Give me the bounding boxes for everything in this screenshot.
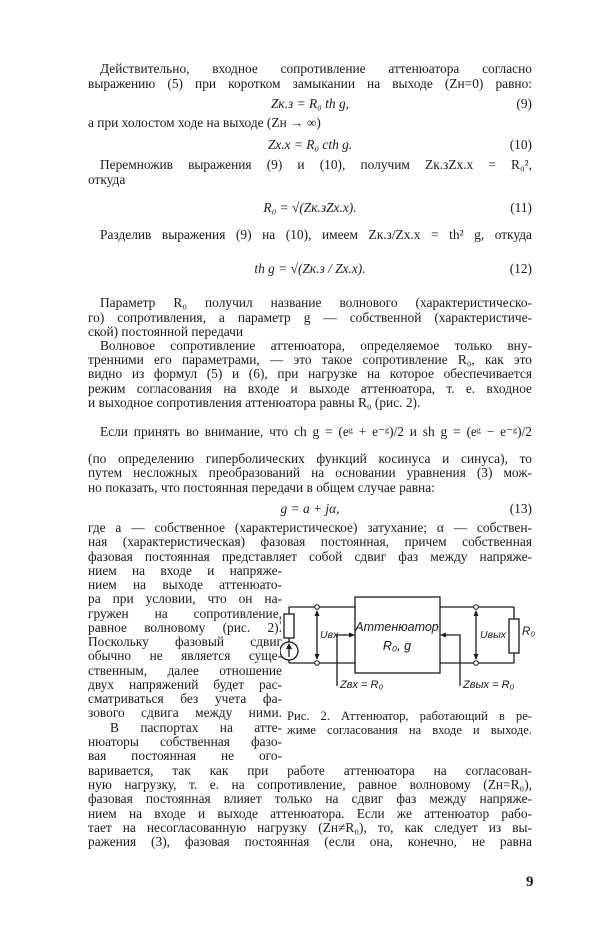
text-line: нием на входе и напряже- [88, 563, 282, 578]
text-line: зового сдвига между ними. [88, 705, 282, 720]
u-out-label: Uвых [480, 629, 507, 641]
text-line: варивается, так как при работе аттенюатора на согласован- [88, 763, 532, 778]
text-line: и выходное сопротивления аттенюатора равны R₀ (рис. 2). [88, 395, 421, 410]
text-line: В паспортах на атте- [110, 720, 282, 735]
text-line: ской) постоянной передачи [88, 324, 244, 339]
text-line: видно из формул (5) и (6), при нагрузке на которое обеспечивается [88, 366, 532, 381]
resistor-left-label [280, 615, 281, 627]
text-line: путем несложных преобразований на основании уравнения (3) мож- [88, 465, 532, 480]
page-number: 9 [526, 874, 534, 890]
text-line: вая постоянная не ого- [88, 748, 282, 763]
text-line: ную нагрузку, т. е. на сопротивление, равное волновому (Zн=R₀), [88, 777, 532, 792]
equation-number: (13) [509, 501, 532, 516]
text-line: тает на несогласованную нагрузку (Zн≠R₀), то, как следует из вы- [88, 820, 532, 835]
text-line: выражению (5) при коротком замыкании на выходе (Zн=0) равно: [88, 76, 532, 91]
equation-number: (12) [509, 261, 532, 276]
equation-13 [88, 500, 532, 518]
z-in-label: Zвх = R₀ [340, 679, 384, 691]
text-line: ражения (3), фазовая постоянная (если она, конечно, не равна [88, 834, 532, 849]
equation-10 [88, 136, 532, 154]
text-line: Параметр R₀ получил название волнового (характеристическо- [100, 295, 532, 310]
text-line: нием на входе и выходе аттенюатора. Если же аттенюатор рабо- [88, 806, 532, 821]
text-line: нюаторы собственная фазо- [88, 734, 282, 749]
equation-formula: R₀ = √(Zк.зZх.х). [263, 200, 357, 215]
attenuator-label: Аттенюатор [355, 620, 439, 634]
text-line: Перемножив выражения (9) и (10), получим Zк.зZх.х = R₀², [100, 157, 532, 172]
text-line: Поскольку фазовый сдвиг [88, 634, 282, 649]
text-line: Волновое сопротивление аттенюатора, определяемое только вну- [100, 338, 532, 353]
text-line: гружен на сопротивление, [88, 606, 282, 621]
equation-12 [88, 260, 532, 278]
text-line: нием на выходе аттенюато- [88, 577, 282, 592]
text-line: Если принять во внимание, что ch g = (eᵍ + e⁻ᵍ)/2 и sh g = (eᵍ − e⁻ᵍ)/2 [100, 424, 532, 439]
equation-11 [88, 199, 532, 217]
u-in-label: Uвх [320, 629, 339, 641]
text-line: фазовая постоянная представляет собой сдвиг фаз между напряже- [88, 549, 532, 564]
text-line: го) сопротивления, а параметр g — собственной (характеристиче- [88, 310, 532, 325]
text-line: ственным, далее отношение [88, 663, 282, 678]
figure-caption: Рис. 2. Аттенюатор, работающий в ре- [287, 709, 532, 723]
equation-9 [88, 95, 532, 113]
attenuator-box [355, 597, 440, 673]
resistor-left [284, 614, 294, 638]
text-line: равное волновому (рис. 2). [88, 620, 282, 635]
text-line: Разделив выражения (9) на (10), имеем Zк.з/Zх.х = th² g, откуда [100, 227, 532, 242]
equation-number: (10) [509, 137, 532, 152]
resistor-right-label: R₀ [522, 626, 535, 638]
attenuator-params: R₀, g [382, 639, 412, 653]
text-line: обычно не является суще- [88, 648, 282, 663]
text-line: Действительно, входное сопротивление аттенюатора согласно [100, 61, 532, 76]
text-line: режим согласования на входе и выходе аттенюатора, т. е. входное [88, 381, 532, 396]
text-line: (по определению гиперболических функций косинуса и синуса), то [88, 451, 532, 466]
equation-formula: th g = √(Zк.з / Zх.х). [254, 261, 366, 276]
text-line: где a — собственное (характеристическое) затухание; α — собствен- [88, 520, 532, 535]
equation-number: (9) [516, 96, 532, 111]
attenuator-circuit-diagram [280, 588, 535, 703]
equation-formula: g = a + jα, [280, 501, 340, 516]
text-line: ная (характеристическая) фазовая постоянная, причем собственная [88, 534, 532, 549]
z-out-arrow [444, 635, 460, 686]
equation-formula: Zх.х = R₀ cth g. [267, 137, 353, 152]
text-line: фазовая постоянная влияет только на сдвиг фаз между напряже- [88, 791, 532, 806]
equation-formula: Zк.з = R₀ th g, [270, 96, 349, 111]
text-line: но показать, что постоянная передачи в общем случае равна: [88, 480, 435, 495]
equation-number: (11) [510, 200, 532, 215]
text-line: ра при условии, что он на- [88, 591, 282, 606]
text-line: двух напряжений будет рас- [88, 677, 282, 692]
text-line: откуда [88, 172, 126, 187]
figure-caption: жиме согласования на входе и выходе. [287, 723, 532, 737]
text-line: сматриваться без учета фа- [88, 691, 282, 706]
z-out-label: Zвых = R₀ [463, 679, 515, 691]
text-line: тренними его параметрами, — это такое сопротивление R₀, как это [88, 352, 532, 367]
resistor-right [509, 619, 519, 653]
text-line: а при холостом ходе на выходе (Zн → ∞) [88, 115, 321, 130]
